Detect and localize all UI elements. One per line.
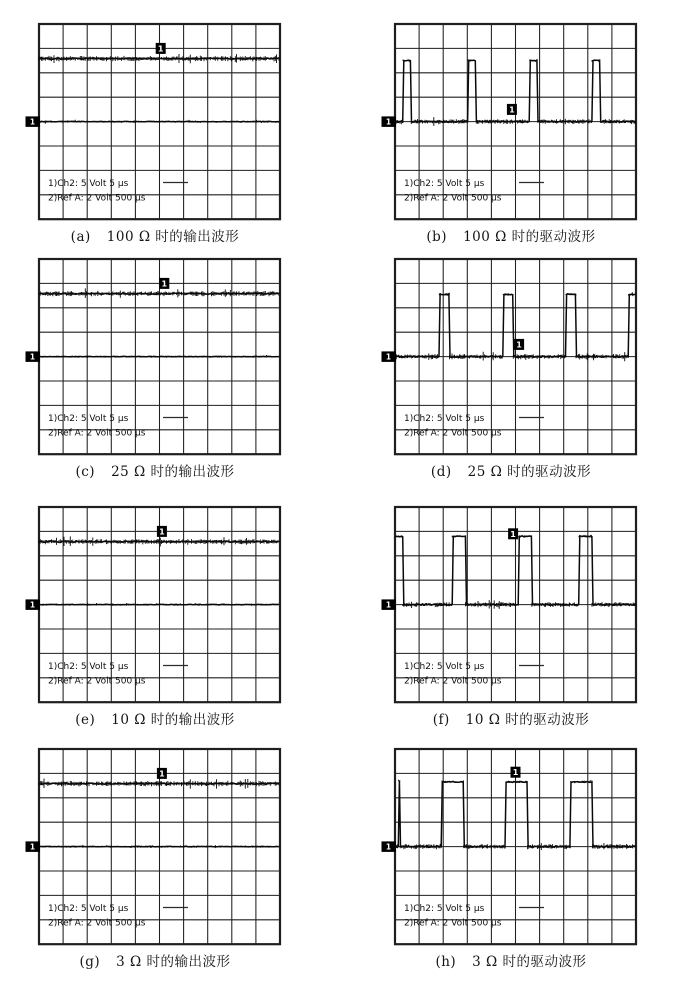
scope-panel-a [24,21,286,245]
caption-label: (c) [75,464,96,480]
oscilloscope-screenshot [24,21,286,221]
scope-panel-b [380,21,642,245]
caption-text: 100 Ω 时的驱动波形 [463,229,596,245]
panel-caption [24,225,286,245]
scope-readout-line1: 1)Ch2: 5 Volt 5 μs [48,662,129,672]
caption-text: 10 Ω 时的驱动波形 [465,712,590,728]
scope-panel-c [24,256,286,480]
panel-caption [24,950,286,970]
scope-panel-f [380,504,642,728]
channel-marker-label: 1 [510,529,516,539]
panel-caption [380,225,642,245]
channel-marker-label: 1 [516,340,522,350]
ground-marker-label: 1 [385,352,392,362]
scope-readout-line2: 2)Ref A: 2 Volt 500 μs [48,428,146,439]
oscilloscope-screenshot [380,746,642,946]
oscilloscope-screenshot [24,256,286,456]
caption-label: (h) [435,954,457,970]
caption-label: (g) [79,954,101,970]
scope-readout-line2: 2)Ref A: 2 Volt 500 μs [404,193,502,204]
channel-marker-label: 1 [509,105,515,115]
oscilloscope-screenshot [380,21,642,221]
scope-panel-g [24,746,286,970]
ground-marker-label: 1 [385,117,392,127]
caption-label: (a) [70,229,91,245]
scope-readout-line1: 1)Ch2: 5 Volt 5 μs [404,904,485,914]
panel-caption [24,708,286,728]
channel-marker-label: 1 [159,527,165,537]
caption-label: (b) [426,229,448,245]
ground-marker-label: 1 [29,842,36,852]
scope-readout-line1: 1)Ch2: 5 Volt 5 μs [48,179,129,189]
caption-label: (d) [430,464,452,480]
panel-caption [380,460,642,480]
caption-text: 25 Ω 时的驱动波形 [467,464,592,480]
scope-readout-line2: 2)Ref A: 2 Volt 500 μs [48,193,146,204]
scope-readout-line2: 2)Ref A: 2 Volt 500 μs [404,676,502,687]
caption-text: 10 Ω 时的输出波形 [111,712,235,728]
scope-readout-line1: 1)Ch2: 5 Volt 5 μs [48,904,129,914]
scope-panel-h [380,746,642,970]
scope-readout-line2: 2)Ref A: 2 Volt 500 μs [48,676,146,687]
scope-panel-e [24,504,286,728]
scope-readout-line1: 1)Ch2: 5 Volt 5 μs [404,179,485,189]
panel-caption [24,460,286,480]
panel-caption [380,708,642,728]
channel-marker-label: 1 [159,769,165,779]
ground-marker-label: 1 [29,117,36,127]
channel-marker-label: 1 [157,44,164,54]
channel-marker-label: 1 [161,279,168,289]
ground-marker-label: 1 [29,600,36,610]
channel-marker-label: 1 [512,768,519,778]
caption-text: 3 Ω 时的驱动波形 [472,954,587,970]
caption-text: 3 Ω 时的输出波形 [116,954,231,970]
oscilloscope-screenshot [380,256,642,456]
panel-caption [380,950,642,970]
oscilloscope-screenshot [24,746,286,946]
scope-readout-line2: 2)Ref A: 2 Volt 500 μs [404,428,502,439]
scope-readout-line2: 2)Ref A: 2 Volt 500 μs [404,918,502,929]
oscilloscope-screenshot [380,504,642,704]
caption-label: (e) [75,712,96,728]
caption-text: 25 Ω 时的输出波形 [111,464,235,480]
scope-panel-d [380,256,642,480]
scope-readout-line1: 1)Ch2: 5 Volt 5 μs [404,662,485,672]
ground-marker-label: 1 [385,600,392,610]
caption-label: (f) [432,712,450,728]
ground-marker-label: 1 [385,842,392,852]
scope-readout-line1: 1)Ch2: 5 Volt 5 μs [404,414,485,424]
ground-marker-label: 1 [29,352,36,362]
scope-readout-line1: 1)Ch2: 5 Volt 5 μs [48,414,129,424]
oscilloscope-screenshot [24,504,286,704]
scope-readout-line2: 2)Ref A: 2 Volt 500 μs [48,918,146,929]
caption-text: 100 Ω 时的输出波形 [106,229,240,245]
